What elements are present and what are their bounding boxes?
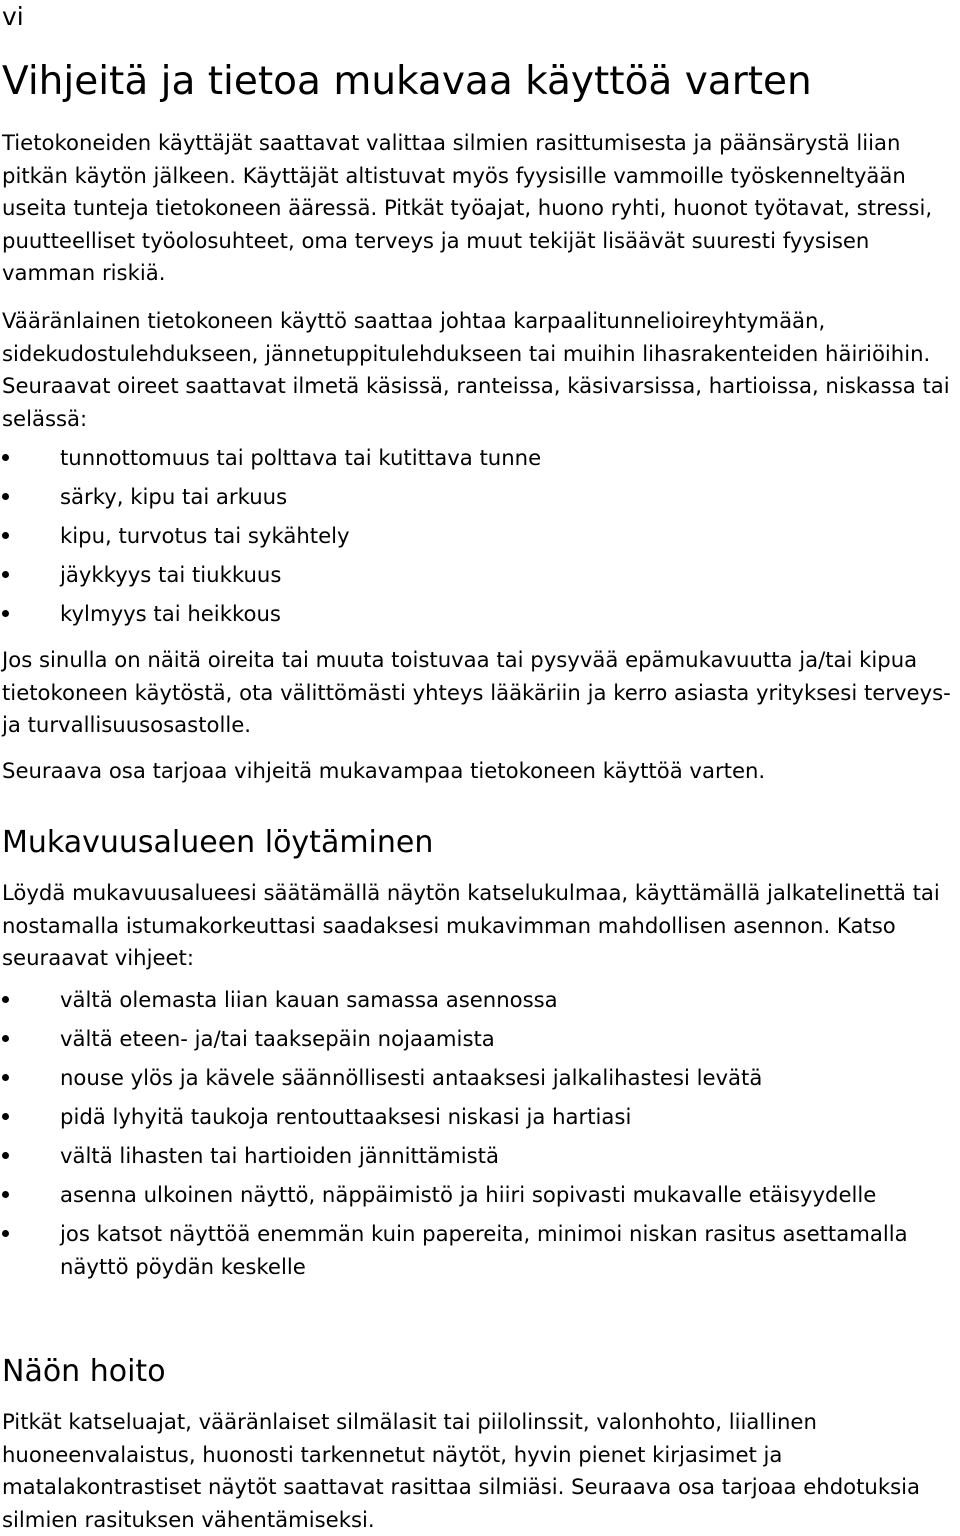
list-item xyxy=(0,597,940,630)
intro-paragraph-4: Seuraava osa tarjoaa vihjeitä mukavampaa tietokoneen käyttöä varten. xyxy=(2,758,766,783)
bullet-icon xyxy=(2,1074,9,1081)
list-item xyxy=(0,983,940,1016)
list-item-text: vältä olemasta liian kauan samassa asennossa xyxy=(60,987,558,1012)
intro-paragraph-1: Tietokoneiden käyttäjät saattavat valittaa silmien rasittumisesta ja päänsärystä liian pitkän käytön jälkeen. Käyttäjät altistuvat myös fyysisille vammoille työskenneltyään useita tunteja tietokoneen ääressä. Pitkät työajat, huono ryhti, huonot työtavat, stressi, puutteelliset työolosuhteet, oma terveys ja muut tekijät lisäävät suuresti fyysisen vamman riskiä. xyxy=(2,130,933,285)
list-item xyxy=(0,1100,940,1133)
list-item-text: vältä lihasten tai hartioiden jännittämistä xyxy=(60,1143,499,1168)
intro-paragraph-2: Vääränlainen tietokoneen käyttö saattaa johtaa karpaalitunnelioireyhtymään, sidekudostulehdukseen, jännetuppitulehdukseen tai muihin lihasrakenteiden häiriöihin. Seuraavat oireet saattavat ilmetä käsissä, ranteissa, käsivarsissa, hartioissa, niskassa tai selässä: xyxy=(2,308,950,431)
intro-paragraph-3: Jos sinulla on näitä oireita tai muuta toistuvaa tai pysyvää epämukavuutta ja/tai kipua tietokoneen käytöstä, ota välittömästi yhteys lääkäriin ja kerro asiasta yrityksesi terveys- ja turvallisuusosastolle. xyxy=(2,647,951,737)
bullet-icon xyxy=(2,996,9,1003)
list-item-text: vältä eteen- ja/tai taaksepäin nojaamista xyxy=(60,1026,495,1051)
page-number: vi xyxy=(2,2,24,31)
list-item xyxy=(0,1061,940,1094)
list-item-text: särky, kipu tai arkuus xyxy=(60,484,288,509)
symptom-list xyxy=(0,441,940,630)
list-item-text: tunnottomuus tai polttava tai kutittava tunne xyxy=(60,445,542,470)
bullet-icon xyxy=(2,493,9,500)
bullet-icon xyxy=(2,1152,9,1159)
page-title: Vihjeitä ja tietoa mukavaa käyttöä varten xyxy=(2,59,812,104)
bullet-icon xyxy=(2,1113,9,1120)
comfort-tips-list xyxy=(0,983,940,1283)
list-item-text: kipu, turvotus tai sykähtely xyxy=(60,523,350,548)
list-item xyxy=(0,558,940,591)
bullet-icon xyxy=(2,1230,9,1237)
list-item xyxy=(0,1217,940,1283)
list-item-text: pidä lyhyitä taukoja rentouttaaksesi niskasi ja hartiasi xyxy=(60,1104,632,1129)
list-item-text: asenna ulkoinen näyttö, näppäimistö ja hiiri sopivasti mukavalle etäisyydelle xyxy=(60,1182,877,1207)
bullet-icon xyxy=(2,1191,9,1198)
list-item xyxy=(0,1139,940,1172)
bullet-icon xyxy=(2,532,9,539)
list-item-text: nouse ylös ja kävele säännöllisesti antaaksesi jalkalihastesi levätä xyxy=(60,1065,763,1090)
list-item-text: jäykkyys tai tiukkuus xyxy=(60,562,282,587)
section-heading-comfort-zone: Mukavuusalueen löytäminen xyxy=(2,825,434,860)
list-item xyxy=(0,480,940,513)
bullet-icon xyxy=(2,454,9,461)
list-item xyxy=(0,519,940,552)
bullet-icon xyxy=(2,610,9,617)
bullet-icon xyxy=(2,1035,9,1042)
list-item xyxy=(0,441,940,474)
bullet-icon xyxy=(2,571,9,578)
list-item xyxy=(0,1022,940,1055)
comfort-zone-paragraph: Löydä mukavuusalueesi säätämällä näytön katselukulmaa, käyttämällä jalkatelinettä tai nostamalla istumakorkeuttasi saadaksesi mukavimman mahdollisen asennon. Katso seuraavat vihjeet: xyxy=(2,880,940,970)
section-heading-vision-care: Näön hoito xyxy=(2,1354,166,1389)
vision-care-paragraph: Pitkät katseluajat, vääränlaiset silmälasit tai piilolinssit, valonhohto, liiallinen huoneenvalaistus, huonosti tarkennetut näytöt, hyvin pienet kirjasimet ja matalakontrastiset näytöt saattavat rasittaa silmiäsi. Seuraava osa tarjoaa ehdotuksia silmien rasituksen vähentämiseksi. xyxy=(2,1409,921,1532)
list-item-text: kylmyys tai heikkous xyxy=(60,601,281,626)
list-item-text: jos katsot näyttöä enemmän kuin papereita, minimoi niskan rasitus asettamalla näyttö pöydän keskelle xyxy=(60,1221,908,1279)
list-item xyxy=(0,1178,940,1211)
